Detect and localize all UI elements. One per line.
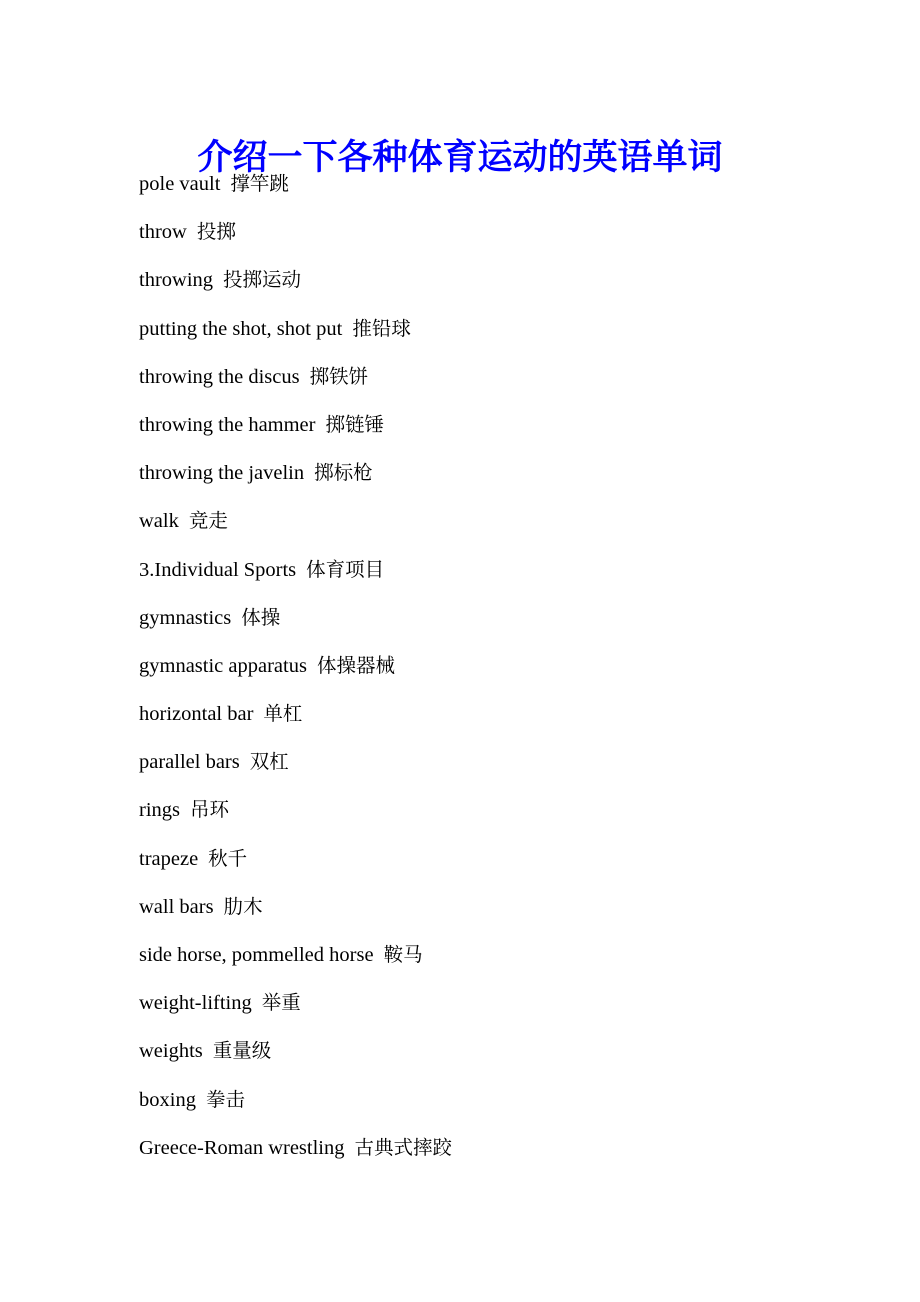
chinese-translation: 吊环 bbox=[190, 798, 230, 822]
vocabulary-entry bbox=[139, 168, 452, 216]
english-term: weight-lifting bbox=[139, 992, 252, 1015]
vocabulary-entry bbox=[139, 843, 452, 891]
english-term: parallel bars bbox=[139, 751, 240, 774]
vocabulary-entry bbox=[139, 505, 452, 553]
vocabulary-entry bbox=[139, 1035, 452, 1083]
vocabulary-entry bbox=[139, 457, 452, 505]
chinese-translation: 推铅球 bbox=[352, 316, 411, 340]
english-term: gymnastics bbox=[139, 606, 232, 629]
english-term: horizontal bar bbox=[139, 703, 254, 726]
english-term: gymnastic apparatus bbox=[139, 654, 307, 677]
chinese-translation: 撑竿跳 bbox=[230, 172, 289, 195]
english-term: throwing the hammer bbox=[139, 413, 316, 436]
vocabulary-entry bbox=[139, 602, 452, 650]
vocabulary-entry bbox=[139, 313, 452, 361]
vocabulary-entry bbox=[139, 987, 452, 1035]
english-term: 3.Individual Sports bbox=[139, 558, 297, 581]
english-term: rings bbox=[139, 799, 180, 822]
vocabulary-entry bbox=[139, 650, 452, 698]
chinese-translation: 秋千 bbox=[208, 846, 248, 870]
chinese-translation: 举重 bbox=[261, 991, 301, 1015]
chinese-translation: 掷标枪 bbox=[314, 461, 373, 485]
chinese-translation: 体操 bbox=[241, 605, 281, 629]
chinese-translation: 古典式摔跤 bbox=[354, 1135, 453, 1159]
english-term: throw bbox=[139, 221, 187, 244]
vocabulary-list bbox=[139, 168, 452, 1180]
vocabulary-entry bbox=[139, 794, 452, 842]
chinese-translation: 投掷运动 bbox=[223, 268, 302, 292]
vocabulary-entry bbox=[139, 1084, 452, 1132]
chinese-translation: 竞走 bbox=[188, 509, 228, 533]
vocabulary-entry bbox=[139, 409, 452, 457]
chinese-translation: 掷链锤 bbox=[325, 412, 384, 436]
english-term: throwing bbox=[139, 269, 214, 292]
chinese-translation: 掷铁饼 bbox=[309, 364, 369, 388]
chinese-translation: 鞍马 bbox=[383, 943, 423, 966]
english-term: throwing the javelin bbox=[139, 462, 305, 485]
english-term: side horse, pommelled horse bbox=[139, 944, 374, 966]
chinese-translation: 体操器械 bbox=[316, 653, 395, 677]
vocabulary-entry bbox=[139, 939, 452, 987]
chinese-translation: 双杠 bbox=[249, 750, 289, 774]
english-term: Greece-Roman wrestling bbox=[139, 1136, 345, 1159]
english-term: boxing bbox=[139, 1088, 196, 1111]
vocabulary-entry bbox=[139, 1132, 452, 1180]
vocabulary-entry bbox=[139, 698, 452, 746]
english-term: pole vault bbox=[139, 173, 221, 195]
chinese-translation: 体育项目 bbox=[306, 557, 385, 581]
chinese-translation: 单杠 bbox=[263, 702, 303, 726]
vocabulary-entry bbox=[139, 746, 452, 794]
english-term: throwing the discus bbox=[139, 365, 300, 388]
vocabulary-entry bbox=[139, 361, 452, 409]
english-term: trapeze bbox=[139, 847, 199, 870]
chinese-translation: 拳击 bbox=[205, 1087, 245, 1111]
english-term: walk bbox=[139, 510, 179, 533]
vocabulary-entry bbox=[139, 554, 452, 602]
vocabulary-entry bbox=[139, 264, 452, 312]
chinese-translation: 重量级 bbox=[212, 1039, 272, 1063]
chinese-translation: 投掷 bbox=[196, 220, 236, 244]
english-term: putting the shot, shot put bbox=[139, 317, 343, 340]
vocabulary-entry bbox=[139, 216, 452, 264]
chinese-translation: 肋木 bbox=[223, 894, 263, 918]
document-title: 介绍一下各种体育运动的英语单词 bbox=[197, 137, 723, 179]
english-term: weights bbox=[139, 1040, 203, 1063]
english-term: wall bars bbox=[139, 895, 214, 918]
vocabulary-entry bbox=[139, 891, 452, 939]
